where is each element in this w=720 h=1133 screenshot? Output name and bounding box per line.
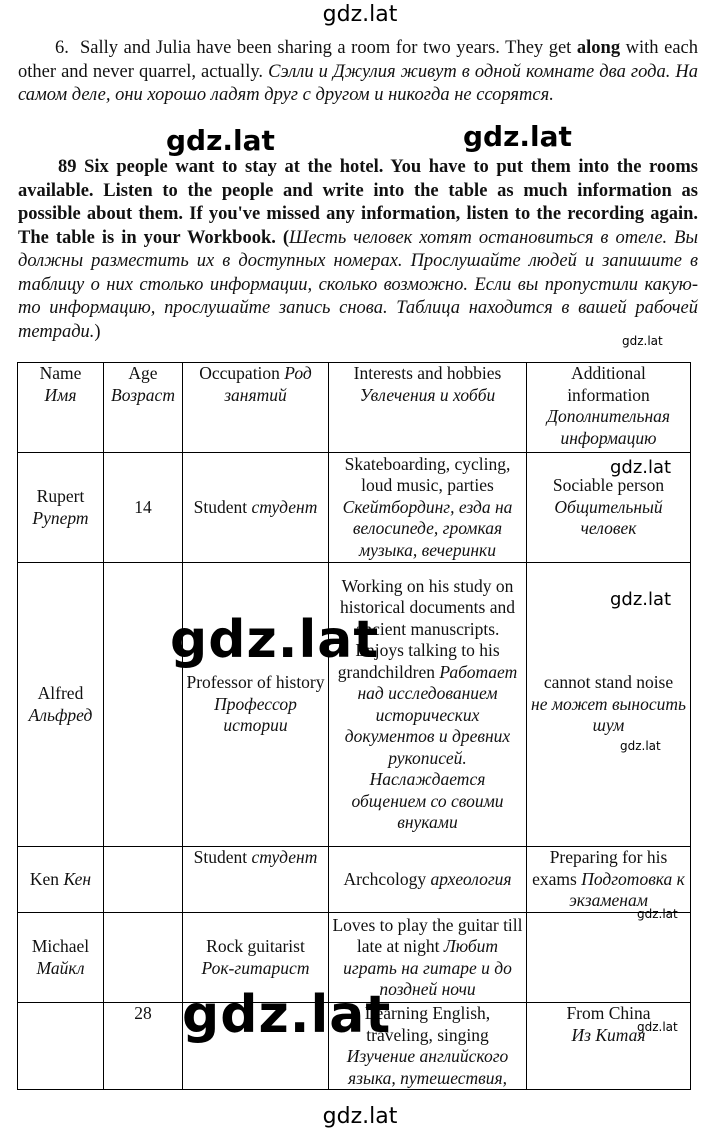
watermark-text: gdz.lat — [610, 589, 672, 610]
task-89-close: ) — [94, 321, 101, 342]
watermark-text: gdz.lat — [620, 739, 661, 753]
cell-name — [18, 1003, 104, 1090]
paragraph-6 — [18, 37, 698, 108]
table-header-row — [18, 363, 691, 453]
table-row — [18, 847, 691, 913]
cell-interests: Learning English, traveling, singing Изучение английского языка, путешествия, — [329, 1003, 527, 1090]
cell-age: 14 — [104, 453, 183, 563]
cell-name: Ken Кен — [18, 847, 104, 913]
header-occupation: Occupation Род занятий — [183, 363, 329, 453]
header-age: Age Возраст — [104, 363, 183, 453]
watermark-text: gdz.lat — [610, 457, 672, 478]
task-89-translation: Шесть человек хотят остановиться в отеле. Вы должны разместить их в доступных номерах. Прослушайте людей и запишите в таблицу о них столько информации, сколько возможно. Если вы пропустили какую-то информацию, прослушайте запись снова. Таблица находится в вашей рабочей тетради. — [18, 227, 698, 342]
cell-additional: From China Из Китая — [527, 1003, 691, 1090]
cell-interests: Loves to play the guitar till late at night Любит играть на гитаре и до поздней ночи — [329, 913, 527, 1003]
cell-additional: Preparing for his exams Подготовка к экзаменам — [527, 847, 691, 913]
watermark-text: gdz.lat — [170, 610, 380, 670]
cell-occupation: Professor of history Профессор истории — [183, 563, 329, 847]
paragraph-6-number: 6. — [55, 38, 69, 58]
watermark-text: gdz.lat — [622, 334, 663, 348]
cell-additional: Sociable person Общительный человек — [527, 453, 691, 563]
watermark-text: gdz.lat — [166, 124, 275, 157]
watermark-text: gdz.lat — [463, 120, 572, 153]
watermark-text: gdz.lat — [637, 1020, 678, 1034]
cell-age — [104, 563, 183, 847]
header-additional: Additional information Дополнительная информацию — [527, 363, 691, 453]
paragraph-6-en-bold: along — [576, 38, 621, 58]
header-interests: Interests and hobbies Увлечения и хобби — [329, 363, 527, 453]
cell-interests: Working on his study on historical documents and ancient manuscripts. Enjoys talking to his grandchildren Работает над исследованием исторических документов и древних рукописей. Наслаждается общением со своими внуками — [329, 563, 527, 847]
table-row — [18, 563, 691, 847]
cell-additional — [527, 913, 691, 1003]
paragraph-6-en-before: Sally and Julia have been sharing a room for two years. They get — [80, 38, 577, 58]
cell-occupation: Rock guitarist Рок-гитарист — [183, 913, 329, 1003]
cell-name: Alfred Альфред — [18, 563, 104, 847]
paragraph-6-en-after: with each other and never quarrel, actually. — [18, 38, 699, 82]
cell-occupation: Student студент — [183, 847, 329, 913]
cell-name: Rupert Руперт — [18, 453, 104, 563]
cell-interests: Archcology археология — [329, 847, 527, 913]
watermark-text: gdz.lat — [182, 985, 392, 1045]
cell-name: Michael Майкл — [18, 913, 104, 1003]
cell-additional: cannot stand noise не может выносить шум — [527, 563, 691, 847]
cell-age: 28 — [104, 1003, 183, 1090]
cell-age — [104, 847, 183, 913]
watermark-text: gdz.lat — [637, 907, 678, 921]
cell-occupation: Student студент — [183, 453, 329, 563]
task-89-instruction: 89 Six people want to stay at the hotel. You have to put them into the rooms available. Listen to the people and write into the table as much information as possible about them. If you've missed any information, listen to the recording again. The table is in your Workbook. ( — [18, 157, 698, 248]
paragraph-6-ru: Сэлли и Джулия живут в одной комнате два года. На самом деле, они хорошо ладят друг с другом и никогда не ссорятся. — [18, 61, 698, 105]
table-row — [18, 453, 691, 563]
watermark-bottom: gdz.lat — [322, 1104, 398, 1129]
task-89 — [18, 156, 698, 344]
cell-interests: Skateboarding, cycling, loud music, parties Скейтбординг, езда на велосипеде, громкая музыка, вечеринки — [329, 453, 527, 563]
hotel-guests-table — [17, 362, 691, 1090]
header-name: Name Имя — [18, 363, 104, 453]
cell-age — [104, 913, 183, 1003]
watermark-top: gdz.lat — [322, 2, 398, 27]
